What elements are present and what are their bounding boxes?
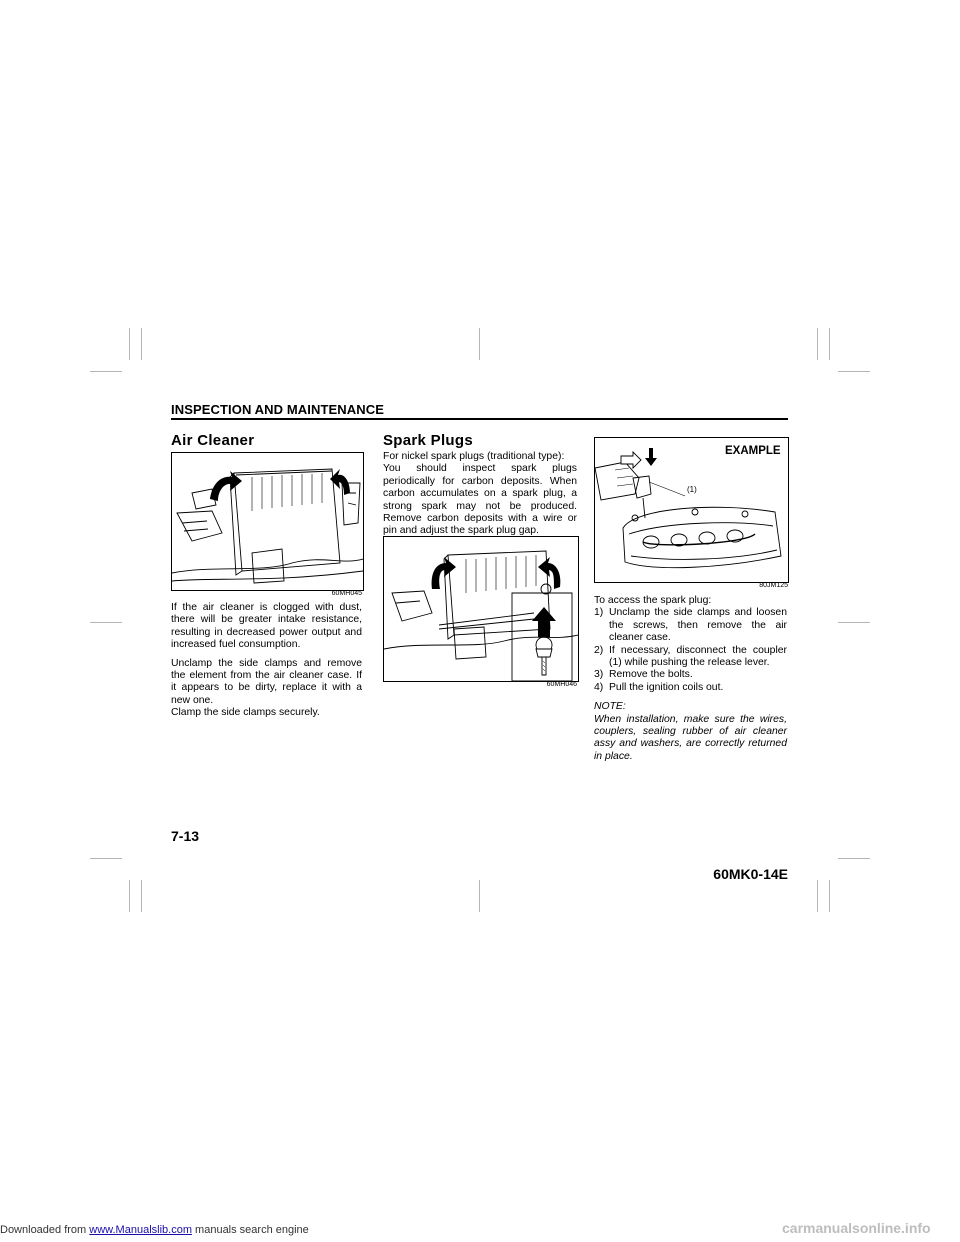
air-cleaner-illustration [172, 453, 363, 590]
spark-plugs-heading: Spark Plugs [383, 432, 473, 449]
air-cleaner-text [171, 602, 362, 726]
step-number: 1) [594, 607, 604, 619]
step-number: 4) [594, 681, 604, 693]
step-text: If necessary, disconnect the coupler (1) while pushing the release lever. [609, 644, 787, 669]
access-steps [594, 607, 787, 694]
example-label: EXAMPLE [725, 445, 781, 457]
access-procedure [594, 595, 787, 763]
step-number: 2) [594, 644, 604, 656]
footer-prefix: Downloaded from [0, 1224, 87, 1236]
air-cleaner-paragraph: If the air cleaner is clogged with dust, there will be greater intake resistance, resulting in decreased power output and increased fuel consumption. [171, 602, 362, 651]
footer-suffix: manuals search engine [195, 1224, 309, 1236]
air-cleaner-paragraph: Unclamp the side clamps and remove the element from the air cleaner case. If it appears to be dirty, replace it with a new one. [171, 657, 362, 706]
coupler-callout: (1) [687, 485, 697, 494]
document-code: 60MK0-14E [713, 866, 788, 882]
download-footer [0, 1224, 309, 1236]
step-text: Unclamp the side clamps and loosen the screws, then remove the air cleaner case. [609, 607, 787, 644]
note-label: NOTE: [594, 701, 626, 713]
header-rule [171, 418, 788, 420]
list-item [594, 669, 787, 681]
list-item [594, 682, 787, 694]
list-item [594, 607, 787, 644]
step-text: Remove the bolts. [609, 669, 693, 681]
spark-plugs-intro-line: For nickel spark plugs (traditional type): [383, 451, 565, 462]
section-title: INSPECTION AND MAINTENANCE [171, 402, 385, 417]
air-cleaner-figure [171, 452, 364, 591]
page-number: 7-13 [171, 828, 200, 844]
manualslib-link[interactable]: www.Manualslib.com [89, 1224, 192, 1236]
step-number: 3) [594, 669, 604, 681]
list-item [594, 645, 787, 670]
coupler-figure-code: 80JM125 [759, 582, 788, 589]
spark-plugs-intro-text: You should inspect spark plugs periodically for carbon deposits. When carbon accumulates on a spark plug, a strong spark may not be produced. Remove carbon deposits with a wire or pin and adjust the spark plug gap. [383, 463, 577, 537]
watermark: carmanualsonline.info [782, 1220, 931, 1236]
spark-plugs-text [383, 451, 577, 538]
ignition-coil-illustration [595, 438, 788, 582]
note-text: When installation, make sure the wires, couplers, sealing rubber of air cleaner assy and washers, are correctly returned in place. [594, 713, 787, 762]
access-intro: To access the spark plug: [594, 595, 712, 606]
step-text: Pull the ignition coils out. [609, 681, 724, 693]
air-cleaner-figure-code: 60MH045 [331, 590, 362, 597]
air-cleaner-paragraph: Clamp the side clamps securely. [171, 707, 320, 719]
coupler-figure [594, 437, 789, 583]
bolt-removal-illustration [384, 537, 578, 681]
spark-plugs-figure-code: 60MH046 [546, 681, 577, 688]
air-cleaner-heading: Air Cleaner [171, 432, 255, 449]
spark-plugs-figure [383, 536, 579, 682]
